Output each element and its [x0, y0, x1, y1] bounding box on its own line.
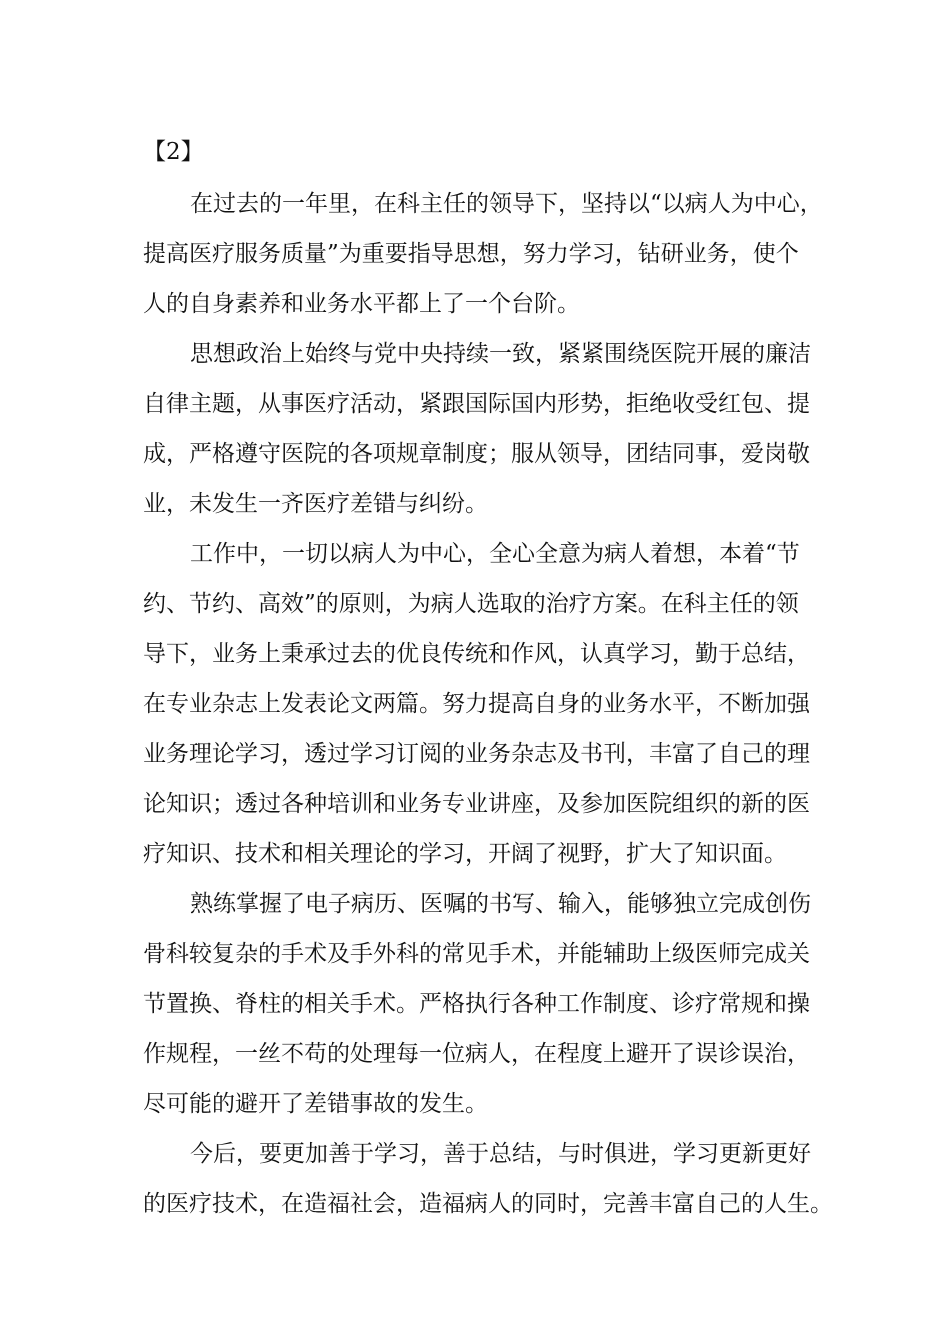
text-line: 成，严格遵守医院的各项规章制度；服从领导，团结同事，爱岗敬 [143, 441, 810, 467]
text-line: 今后，要更加善于学习，善于总结，与时俱进，学习更新更好 [190, 1141, 811, 1167]
text-line: 作规程，一丝不苟的处理每一位病人，在程度上避开了误诊误治， [143, 1041, 810, 1067]
text-line: 骨科较复杂的手术及手外科的常见手术，并能辅助上级医师完成关 [143, 941, 810, 967]
text-line: 约、节约、高效”的原则，为病人选取的治疗方案。在科主任的领 [143, 591, 799, 617]
text-line: 人的自身素养和业务水平都上了一个台阶。 [143, 291, 580, 317]
text-line: 的医疗技术，在造福社会，造福病人的同时，完善丰富自己的人生。 [143, 1191, 833, 1217]
text-line: 在专业杂志上发表论文两篇。努力提高自身的业务水平，不断加强 [143, 691, 810, 717]
text-line: 熟练掌握了电子病历、医嘱的书写、输入，能够独立完成创伤 [190, 891, 811, 917]
text-line: 自律主题，从事医疗活动，紧跟国际国内形势，拒绝收受红包、提 [143, 391, 810, 417]
text-line: 工作中，一切以病人为中心，全心全意为病人着想，本着“节 [190, 541, 800, 567]
section-heading: 【2】 [143, 139, 204, 165]
text-line: 疗知识、技术和相关理论的学习，开阔了视野，扩大了知识面。 [143, 841, 787, 867]
text-line: 节置换、脊柱的相关手术。严格执行各种工作制度、诊疗常规和操 [143, 991, 810, 1017]
text-line: 论知识；透过各种培训和业务专业讲座，及参加医院组织的新的医 [143, 791, 810, 817]
text-line: 业务理论学习，透过学习订阅的业务杂志及书刊，丰富了自己的理 [143, 741, 810, 767]
text-line: 提高医疗服务质量”为重要指导思想，努力学习，钻研业务，使个 [143, 241, 799, 267]
text-line: 业，未发生一齐医疗差错与纠纷。 [143, 491, 488, 517]
text-line: 在过去的一年里，在科主任的领导下，坚持以“以病人为中心， [190, 191, 823, 217]
text-line: 尽可能的避开了差错事故的发生。 [143, 1091, 488, 1117]
text-line: 导下，业务上秉承过去的优良传统和作风，认真学习，勤于总结， [143, 641, 810, 667]
text-line: 思想政治上始终与党中央持续一致，紧紧围绕医院开展的廉洁 [190, 341, 811, 367]
